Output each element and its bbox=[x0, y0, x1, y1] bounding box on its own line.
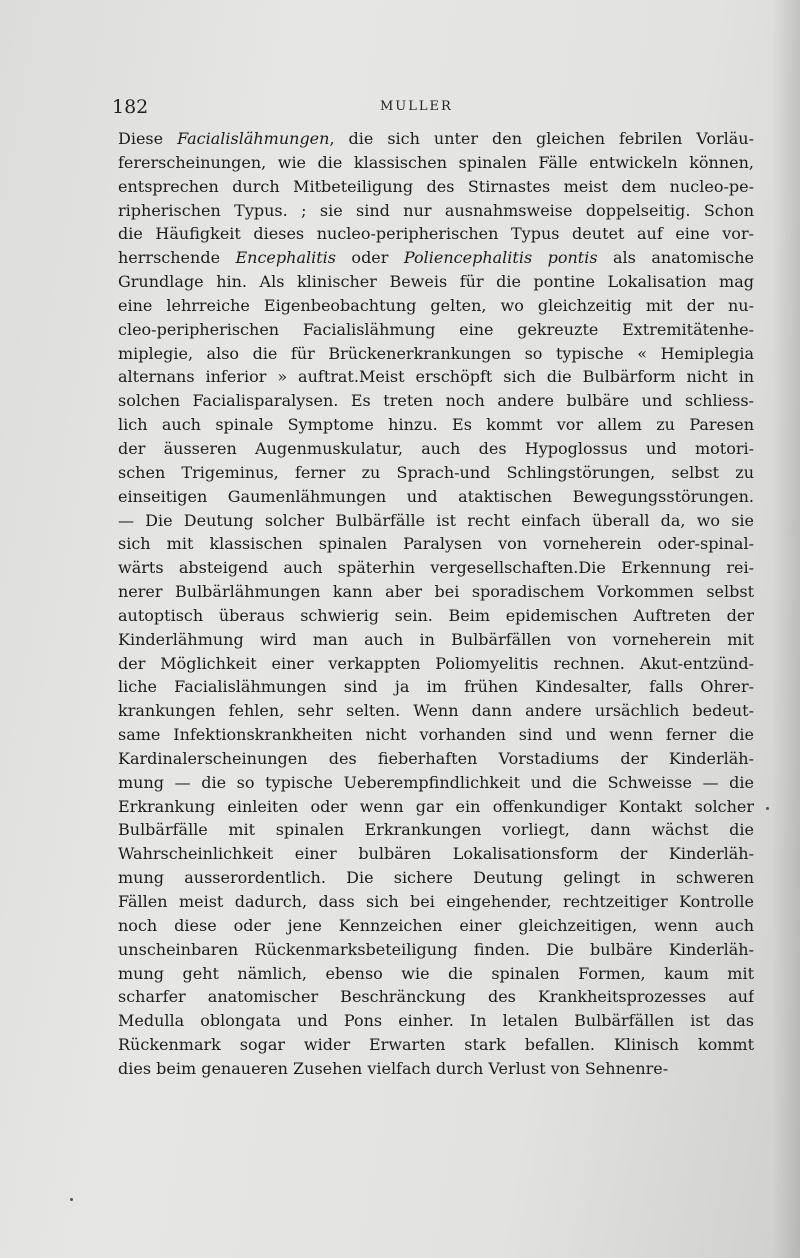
italic-term: Facialislähmungen bbox=[177, 129, 330, 148]
text-fragment: , die sich unter den gleichen febrilen Vorläu- bbox=[329, 129, 754, 148]
text-fragment: mung ausserordentlich. Die sichere Deutung gelingt in schweren bbox=[118, 868, 754, 888]
text-fragment: mung geht nämlich, ebenso wie die spinalen Formen, kaum mit bbox=[118, 963, 754, 983]
text-fragment: cleo-peripherischen Facialislähmung eine gekreuzte Extremitätenhe- bbox=[118, 319, 754, 339]
text-line bbox=[118, 842, 754, 866]
text-line bbox=[118, 437, 754, 461]
text-line bbox=[118, 699, 754, 723]
text-line bbox=[118, 795, 754, 819]
text-line bbox=[118, 652, 754, 676]
text-fragment: Erkrankung einleiten oder wenn gar ein offenkundiger Kontakt solcher bbox=[118, 796, 754, 816]
text-line bbox=[118, 818, 754, 842]
text-line bbox=[118, 556, 754, 580]
text-fragment: sich mit klassischen spinalen Paralysen von vorneherein oder-spinal- bbox=[118, 534, 754, 554]
text-line bbox=[118, 580, 754, 604]
text-fragment: ripherischen Typus. ; sie sind nur ausnahmsweise doppelseitig. Schon bbox=[118, 200, 754, 220]
page-header bbox=[112, 96, 752, 120]
italic-term: Encephalitis bbox=[235, 248, 336, 268]
text-line bbox=[118, 628, 754, 652]
text-fragment: Wahrscheinlichkeit einer bulbären Lokalisationsform der Kinderläh- bbox=[118, 844, 754, 864]
text-fragment: Fällen meist dadurch, dass sich bei eingehender, rechtzeitiger Kontrolle bbox=[118, 892, 754, 911]
text-fragment: die Häufigkeit dieses nucleo-peripherischen Typus deutet auf eine vor- bbox=[118, 224, 754, 244]
text-line bbox=[118, 914, 754, 938]
text-fragment: — Die Deutung solcher Bulbärfälle ist recht einfach überall da, wo sie bbox=[118, 510, 754, 530]
text-line bbox=[118, 985, 754, 1009]
text-fragment: Kardinalerscheinungen des fieberhaften Vorstadiums der Kinderläh- bbox=[118, 748, 754, 768]
text-line bbox=[118, 318, 754, 342]
running-head: MULLER bbox=[380, 99, 453, 114]
text-fragment: Medulla oblongata und Pons einher. In letalen Bulbärfällen ist das bbox=[118, 1011, 754, 1031]
text-fragment: noch diese oder jene Kennzeichen einer gleichzeitigen, wenn auch bbox=[118, 915, 754, 935]
text-line bbox=[118, 270, 754, 294]
text-line bbox=[118, 127, 754, 151]
text-line bbox=[118, 509, 754, 533]
italic-term: Poliencephalitis pontis bbox=[403, 248, 598, 268]
text-fragment: oder bbox=[335, 248, 404, 268]
text-line bbox=[118, 675, 754, 699]
text-fragment: der äusseren Augenmuskulatur, auch des Hypoglossus und motori- bbox=[118, 438, 754, 458]
text-line bbox=[118, 938, 754, 962]
text-line bbox=[118, 771, 754, 795]
text-fragment: miplegie, also die für Brückenerkrankungen so typische « Hemiplegia bbox=[118, 343, 754, 363]
text-fragment: Grundlage hin. Als klinischer Beweis für die pontine Lokalisation mag bbox=[118, 272, 754, 292]
text-line bbox=[118, 485, 754, 509]
text-line bbox=[118, 890, 754, 914]
text-line bbox=[118, 532, 754, 556]
page-number: 182 bbox=[112, 96, 149, 118]
text-line bbox=[118, 1057, 754, 1081]
text-fragment: Bulbärfälle mit spinalen Erkrankungen vorliegt, dann wächst die bbox=[118, 820, 754, 840]
text-line bbox=[118, 1033, 754, 1057]
text-fragment: autoptisch überaus schwierig sein. Beim epidemischen Auftreten der bbox=[118, 605, 754, 625]
text-fragment: scharfer anatomischer Beschränckung des Krankheitsprozesses auf bbox=[118, 987, 754, 1007]
text-fragment: entsprechen durch Mitbeteiligung des Stirnastes meist dem nucleo-pe- bbox=[118, 176, 754, 196]
text-line bbox=[118, 246, 754, 270]
body-text bbox=[118, 127, 754, 1081]
text-fragment: solchen Facialisparalysen. Es treten noch andere bulbäre und schliess- bbox=[118, 391, 754, 411]
text-line bbox=[118, 365, 754, 389]
text-fragment: Kinderlähmung wird man auch in Bulbärfällen von vorneherein mit bbox=[118, 629, 754, 649]
text-fragment: Diese bbox=[118, 129, 178, 148]
speck-mark bbox=[766, 807, 769, 810]
text-fragment: herrschende bbox=[118, 248, 236, 268]
text-fragment: als anatomische bbox=[597, 248, 754, 268]
text-line bbox=[118, 962, 754, 986]
text-line bbox=[118, 199, 754, 223]
text-line bbox=[118, 389, 754, 413]
speck-mark bbox=[70, 1198, 73, 1201]
text-fragment: mung — die so typische Ueberempfindlichkeit und die Schweisse — die bbox=[118, 772, 754, 792]
text-line bbox=[118, 175, 754, 199]
text-fragment: unscheinbaren Rückenmarksbeteiligung finden. Die bulbäre Kinderläh- bbox=[118, 939, 754, 959]
text-line bbox=[118, 151, 754, 175]
text-fragment: einseitigen Gaumenlähmungen und ataktischen Bewegungsstörungen. bbox=[118, 486, 754, 506]
text-fragment: alternans inferior » auftrat.Meist erschöpft sich die Bulbärform nicht in bbox=[118, 367, 754, 387]
text-fragment: schen Trigeminus, ferner zu Sprach-und Schlingstörungen, selbst zu bbox=[118, 462, 754, 482]
text-fragment: liche Facialislähmungen sind ja im frühen Kindesalter, falls Ohrer- bbox=[118, 677, 754, 697]
text-line bbox=[118, 866, 754, 890]
text-fragment: eine lehrreiche Eigenbeobachtung gelten, wo gleichzeitig mit der nu- bbox=[118, 295, 754, 315]
text-line bbox=[118, 222, 754, 246]
text-fragment: wärts absteigend auch späterhin vergesellschaften.Die Erkennung rei- bbox=[118, 558, 754, 578]
text-fragment: dies beim genaueren Zusehen vielfach durch Verlust von Sehnenre- bbox=[118, 1058, 669, 1078]
text-fragment: lich auch spinale Symptome hinzu. Es kommt vor allem zu Paresen bbox=[118, 415, 754, 435]
text-fragment: fererscheinungen, wie die klassischen spinalen Fälle entwickeln können, bbox=[118, 152, 754, 172]
text-fragment: der Möglichkeit einer verkappten Poliomyelitis rechnen. Akut-entzünd- bbox=[118, 653, 754, 673]
text-line bbox=[118, 604, 754, 628]
text-line bbox=[118, 747, 754, 771]
text-line bbox=[118, 342, 754, 366]
text-fragment: Rückenmark sogar wider Erwarten stark befallen. Klinisch kommt bbox=[118, 1035, 754, 1055]
text-line bbox=[118, 294, 754, 318]
text-fragment: krankungen fehlen, sehr selten. Wenn dann andere ursächlich bedeut- bbox=[118, 701, 754, 721]
text-line bbox=[118, 413, 754, 437]
text-line bbox=[118, 461, 754, 485]
text-fragment: same Infektionskrankheiten nicht vorhanden sind und wenn ferner die bbox=[118, 725, 754, 745]
text-line bbox=[118, 723, 754, 747]
text-line bbox=[118, 1009, 754, 1033]
text-fragment: nerer Bulbärlähmungen kann aber bei sporadischem Vorkommen selbst bbox=[118, 582, 754, 602]
